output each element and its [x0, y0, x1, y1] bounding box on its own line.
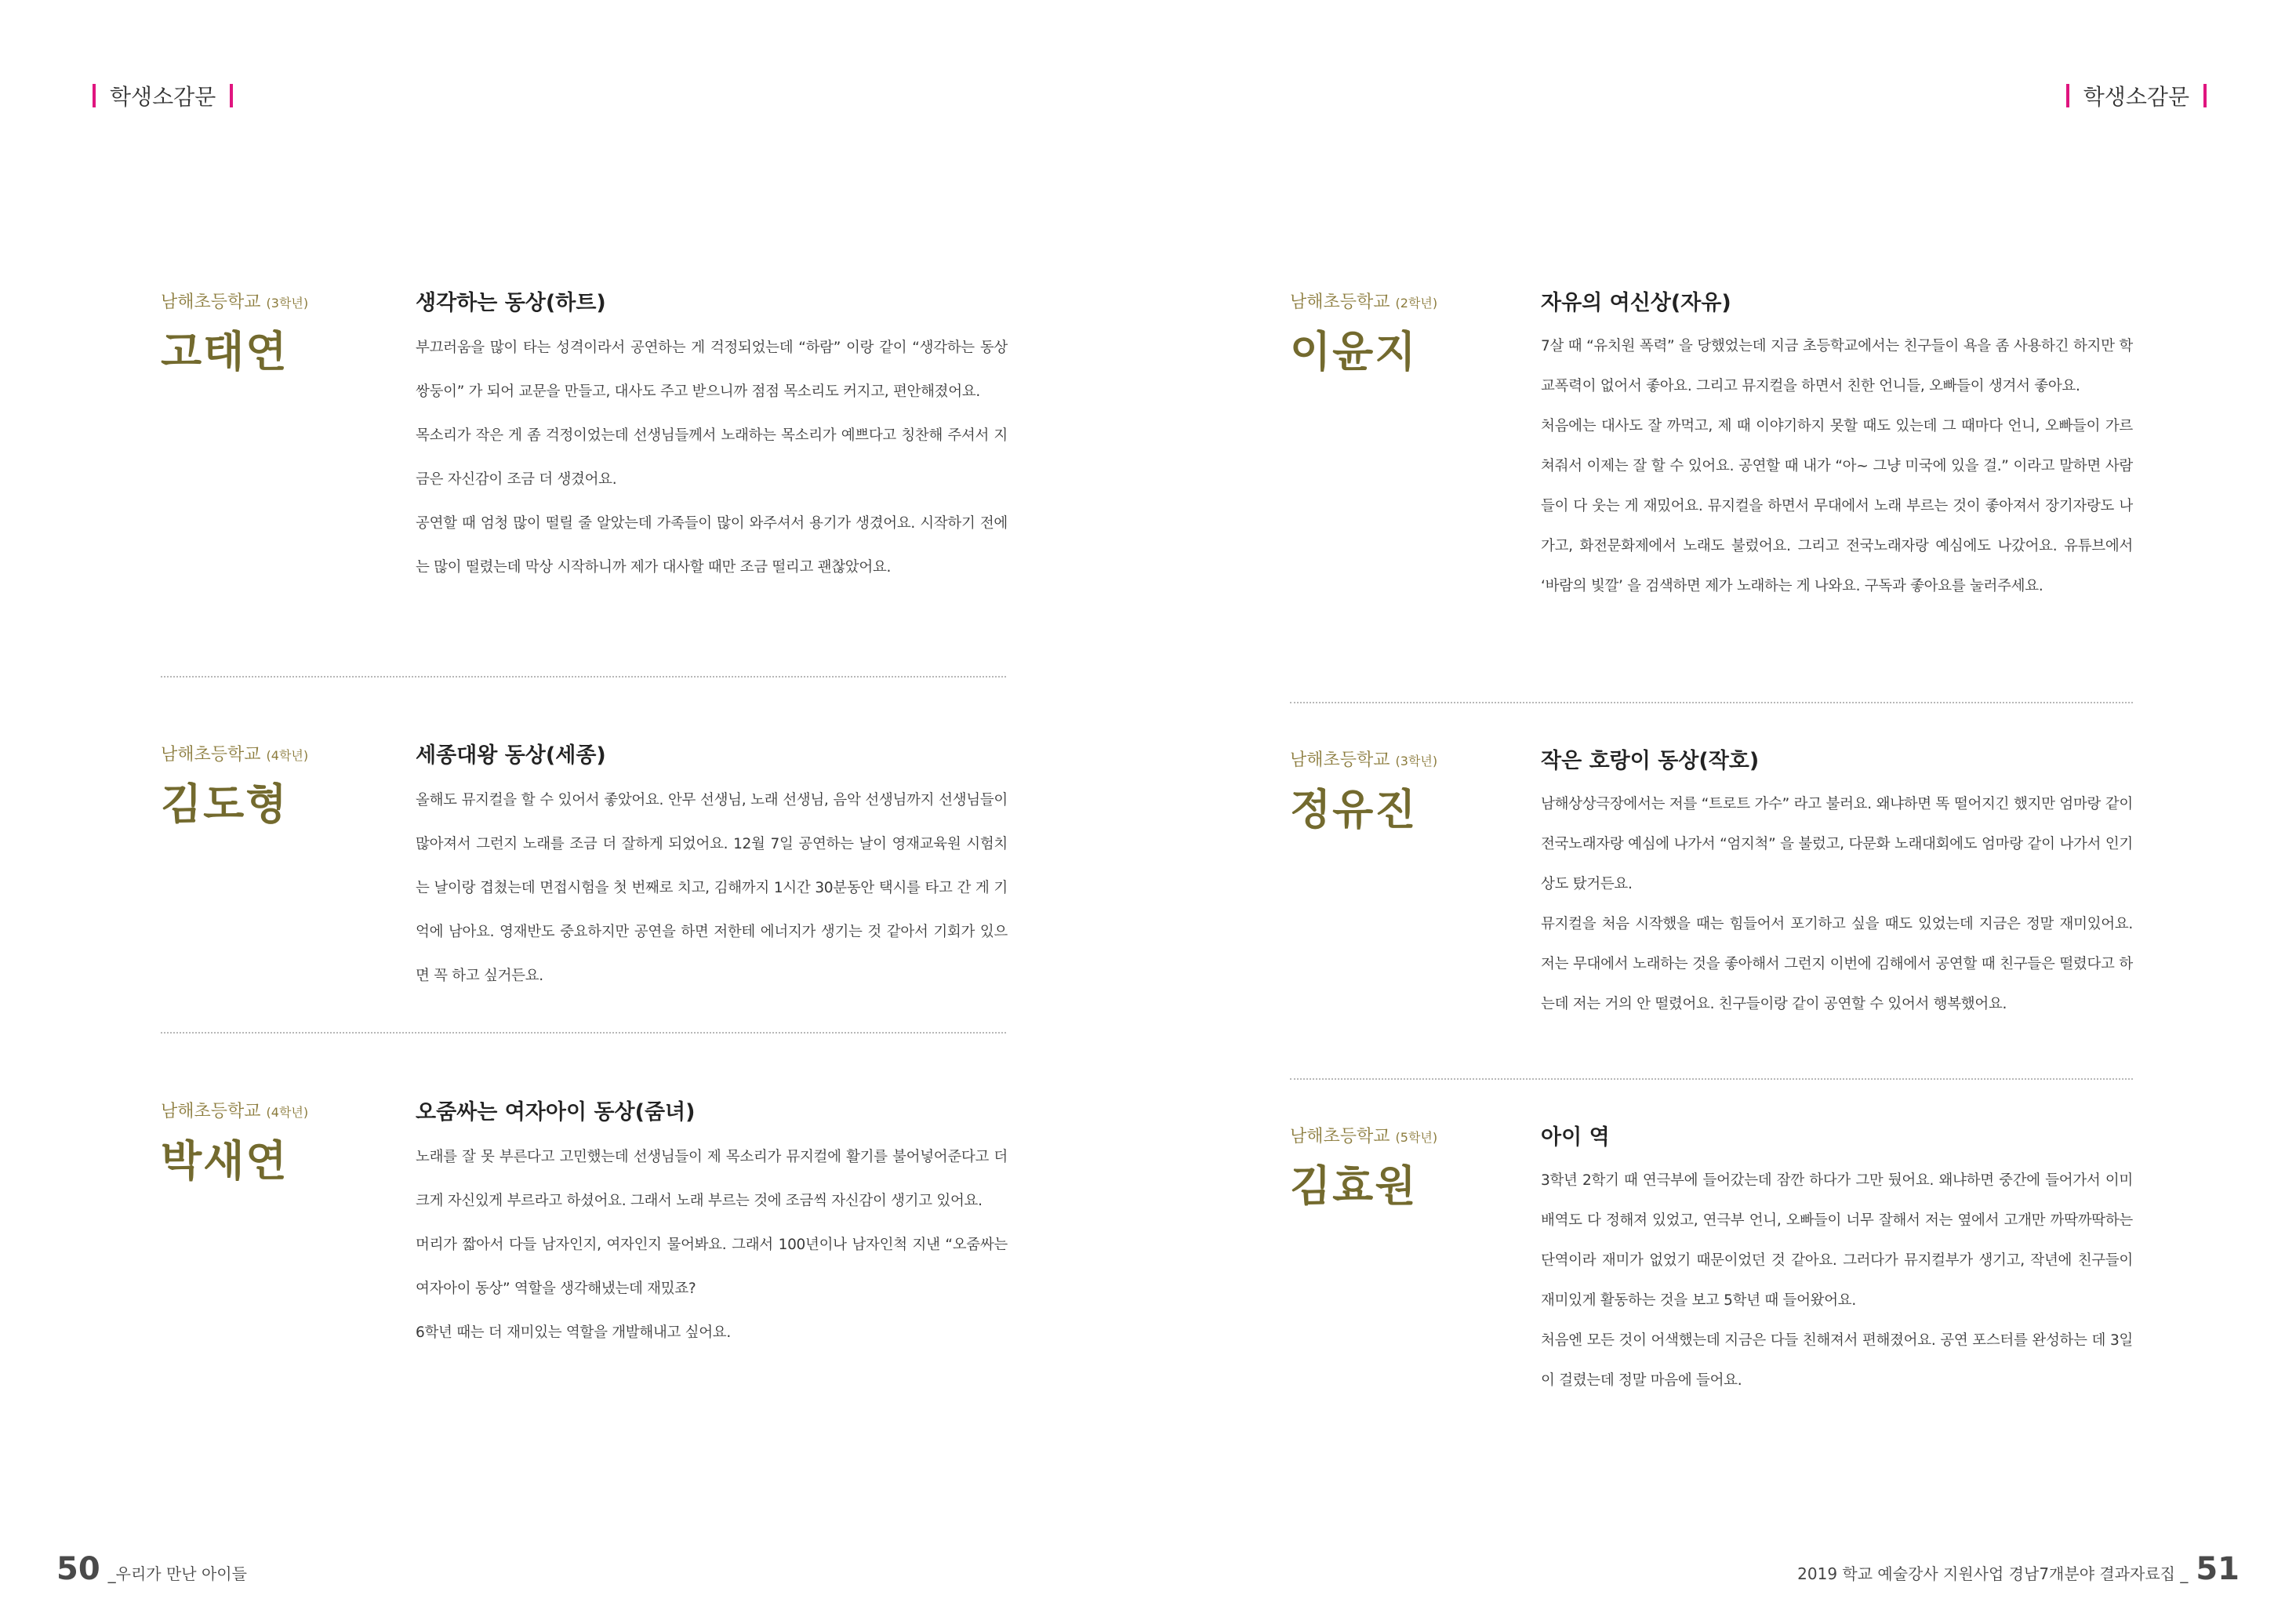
dotted-divider	[161, 676, 1006, 678]
paragraph: 공연할 때 엄청 많이 떨릴 줄 알았는데 가족들이 많이 와주셔서 용기가 생겼어요. 시작하기 전에는 많이 떨렸는데 막상 시작하니까 제가 대사할 때만 조금 떨리고 괜찮았어요.	[416, 515, 1008, 576]
entry-body	[416, 779, 1008, 998]
school-name	[161, 1098, 308, 1122]
section-label: 학생소감문	[2083, 84, 2189, 110]
student-name: 고태연	[161, 327, 289, 376]
school-name	[1290, 1123, 1437, 1147]
role-title: 세종대왕 동상(세종)	[416, 743, 606, 768]
student-name: 김도형	[161, 779, 289, 829]
school-name	[161, 289, 308, 313]
school-name	[1290, 289, 1437, 313]
paragraph: 남해상상극장에서는 저를 “트로트 가수” 라고 불러요. 왜냐하면 똑 떨어지긴 했지만 엄마랑 같이 전국노래자랑 예심에 나가서 “엄지척” 을 불렀고, 다문화 노래대회에도 엄마랑 같이 나가서 인기상도 탔거든요.	[1541, 796, 2133, 892]
paragraph: 노래를 잘 못 부른다고 고민했는데 선생님들이 제 목소리가 뮤지컬에 활기를 불어넣어준다고 더 크게 자신있게 부르라고 하셨어요. 그래서 노래 부르는 것에 조금씩 자신감이 생기고 있어요.	[416, 1149, 1008, 1209]
role-title: 자유의 여신상(자유)	[1541, 291, 1731, 315]
grade-label: (3학년)	[266, 296, 309, 311]
role-title: 아이 역	[1541, 1125, 1610, 1150]
paragraph: 머리가 짧아서 다들 남자인지, 여자인지 물어봐요. 그래서 100년이나 남자인척 지낸 “오줌싸는 여자아이 동상” 역할을 생각해냈는데 재밌죠?	[416, 1237, 1008, 1297]
section-tag	[2066, 80, 2207, 111]
dotted-divider	[1290, 1078, 2133, 1080]
footer-caption: _우리가 만난 아이들	[107, 1564, 247, 1583]
grade-label: (2학년)	[1395, 296, 1438, 311]
magenta-bar	[2203, 84, 2207, 107]
student-name: 이윤지	[1290, 327, 1418, 376]
magenta-bar	[230, 84, 233, 107]
grade-label: (4학년)	[266, 1105, 309, 1120]
page-number: 51	[2196, 1551, 2240, 1587]
grade-label: (3학년)	[1395, 754, 1438, 768]
entry-body	[416, 1135, 1008, 1355]
footer-caption: 2019 학교 예술강사 지원사업 경남7개분야 결과자료집 _	[1797, 1564, 2189, 1583]
paragraph: 목소리가 작은 게 좀 걱정이었는데 선생님들께서 노래하는 목소리가 예쁘다고 칭찬해 주셔서 지금은 자신감이 조금 더 생겼어요.	[416, 427, 1008, 488]
paragraph: 처음엔 모든 것이 어색했는데 지금은 다들 친해져서 편해졌어요. 공연 포스터를 완성하는 데 3일이 걸렸는데 정말 마음에 들어요.	[1541, 1332, 2133, 1389]
entry-body	[1541, 1161, 2133, 1401]
grade-label: (4학년)	[266, 748, 309, 763]
school-label: 남해초등학교	[1290, 1127, 1390, 1146]
student-name: 정유진	[1290, 785, 1418, 834]
page-footer	[1797, 1551, 2240, 1587]
student-name: 김효원	[1290, 1161, 1418, 1211]
student-name: 박새연	[161, 1136, 289, 1186]
paragraph: 3학년 2학기 때 연극부에 들어갔는데 잠깐 하다가 그만 뒀어요. 왜냐하면 중간에 들어가서 이미 배역도 다 정해져 있었고, 연극부 언니, 오빠들이 너무 잘해서 저는 옆에서 고개만 까딱까딱하는 단역이라 재미가 없었기 때문이었던 것 같아요. 그러다가 뮤지컬부가 생기고, 작년에 친구들이 재미있게 활동하는 것을 보고 5학년 때 들어왔어요.	[1541, 1172, 2133, 1309]
school-name	[161, 741, 308, 765]
right-page	[1142, 0, 2285, 1624]
school-label: 남해초등학교	[161, 745, 261, 765]
school-label: 남해초등학교	[161, 1102, 261, 1121]
paragraph: 올해도 뮤지컬을 할 수 있어서 좋았어요. 안무 선생님, 노래 선생님, 음악 선생님까지 선생님들이 많아져서 그런지 노래를 조금 더 잘하게 되었어요. 12월 7일 공연하는 날이 영재교육원 시험치는 날이랑 겹쳤는데 면접시험을 첫 번째로 치고, 김해까지 1시간 30분동안 택시를 타고 간 게 기억에 남아요. 영재반도 중요하지만 공연을 하면 저한테 에너지가 생기는 것 같아서 기회가 있으면 꼭 하고 싶거든요.	[416, 792, 1008, 984]
page-number: 50	[56, 1551, 100, 1587]
school-label: 남해초등학교	[161, 292, 261, 312]
role-title: 작은 호랑이 동상(작호)	[1541, 749, 1760, 773]
dotted-divider	[161, 1032, 1006, 1034]
paragraph: 6학년 때는 더 재미있는 역할을 개발해내고 싶어요.	[416, 1324, 731, 1341]
magenta-bar	[2066, 84, 2069, 107]
paragraph: 뮤지컬을 처음 시작했을 때는 힘들어서 포기하고 싶을 때도 있었는데 지금은 정말 재미있어요. 저는 무대에서 노래하는 것을 좋아해서 그런지 이번에 김해에서 공연할 때 친구들은 떨렸다고 하는데 저는 거의 안 떨렸어요. 친구들이랑 같이 공연할 수 있어서 행복했어요.	[1541, 916, 2133, 1012]
paragraph: 7살 때 “유치원 폭력” 을 당했었는데 지금 초등학교에서는 친구들이 욕을 좀 사용하긴 하지만 학교폭력이 없어서 좋아요. 그리고 뮤지컬을 하면서 친한 언니들, 오빠들이 생겨서 좋아요.	[1541, 338, 2133, 394]
section-tag	[93, 80, 233, 111]
school-name	[1290, 747, 1437, 771]
entry-body	[416, 326, 1008, 590]
entry-body	[1541, 784, 2133, 1024]
grade-label: (5학년)	[1395, 1130, 1438, 1145]
left-page	[0, 0, 1142, 1624]
page-footer	[56, 1551, 247, 1587]
school-label: 남해초등학교	[1290, 292, 1390, 312]
section-label: 학생소감문	[110, 84, 216, 110]
magenta-bar	[93, 84, 96, 107]
paragraph: 부끄러움을 많이 타는 성격이라서 공연하는 게 걱정되었는데 “하람” 이랑 같이 “생각하는 동상 쌍둥이” 가 되어 교문을 만들고, 대사도 주고 받으니까 점점 목소리도 커지고, 편안해졌어요.	[416, 340, 1008, 400]
role-title: 생각하는 동상(하트)	[416, 291, 606, 315]
entry-body	[1541, 326, 2133, 606]
role-title: 오줌싸는 여자아이 동상(줌녀)	[416, 1100, 696, 1124]
dotted-divider	[1290, 702, 2133, 703]
school-label: 남해초등학교	[1290, 750, 1390, 770]
paragraph: 처음에는 대사도 잘 까먹고, 제 때 이야기하지 못할 때도 있는데 그 때마다 언니, 오빠들이 가르쳐줘서 이제는 잘 할 수 있어요. 공연할 때 내가 “아~ 그냥 미국에 있을 걸.” 이라고 말하면 사람들이 다 웃는 게 재밌어요. 뮤지컬을 하면서 무대에서 노래 부르는 것이 좋아져서 장기자랑도 나가고, 화전문화제에서 노래도 불렀어요. 그리고 전국노래자랑 예심에도 나갔어요. 유튜브에서 ‘바람의 빛깔’ 을 검색하면 제가 노래하는 게 나와요. 구독과 좋아요를 눌러주세요.	[1541, 418, 2133, 594]
